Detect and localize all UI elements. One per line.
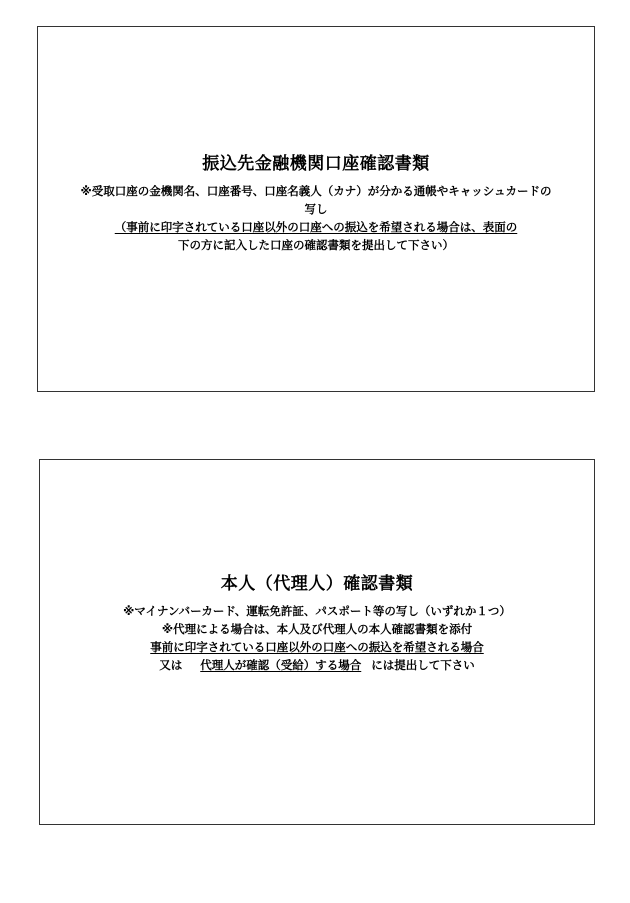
bank-account-docs-line-4: 下の方に記入した口座の確認書類を提出して下さい） [178, 238, 454, 252]
identity-docs-line-4-underlined: 代理人が確認（受給）する場合 [200, 658, 362, 672]
identity-docs-line-4-prefix: 又は [159, 658, 183, 672]
bank-account-docs-content [38, 154, 594, 254]
identity-docs-title: 本人（代理人）確認書類 [220, 574, 414, 594]
identity-docs-content [40, 574, 594, 674]
identity-docs-box [39, 459, 595, 825]
identity-docs-line-2: ※代理による場合は、本人及び代理人の本人確認書類を添付 [161, 622, 473, 636]
bank-account-docs-line-3: （事前に印字されている口座以外の口座への振込を希望される場合は、表面の [114, 220, 518, 234]
identity-docs-line-4-suffix: には提出して下さい [371, 658, 475, 672]
bank-account-docs-line-2: 写し [304, 202, 328, 216]
identity-docs-line-3: 事前に印字されている口座以外の口座への振込を希望される場合 [150, 640, 484, 654]
bank-account-docs-line-1: ※受取口座の金機関名、口座番号、口座名義人（カナ）が分かる通帳やキャッシュカードの [80, 184, 552, 198]
bank-account-docs-title: 振込先金融機関口座確認書類 [202, 154, 430, 174]
bank-account-docs-box [37, 26, 595, 392]
identity-docs-line-4 [40, 656, 594, 674]
identity-docs-line-1: ※マイナンバーカード、運転免許証、パスポート等の写し（いずれか１つ） [123, 604, 511, 618]
